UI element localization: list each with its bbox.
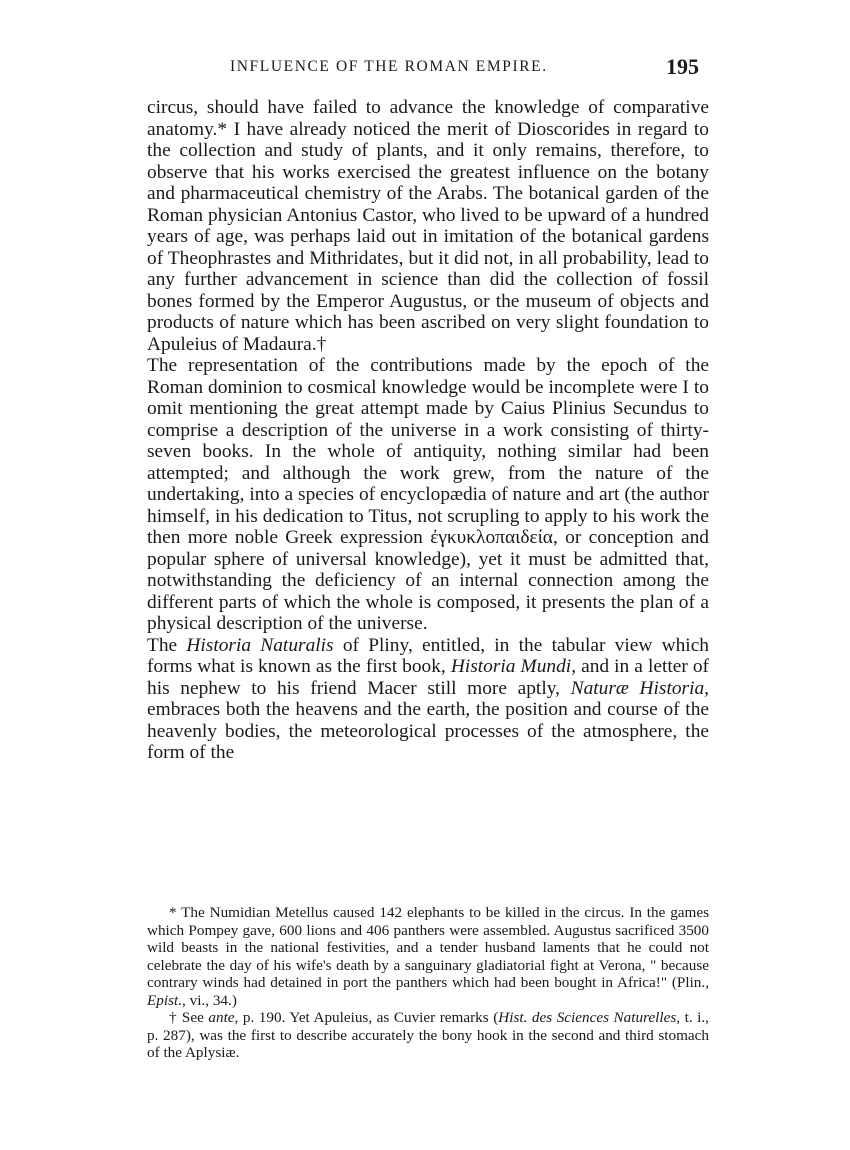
- paragraph-3: [147, 635, 709, 764]
- body-text: [147, 97, 709, 764]
- paragraph-3-text-a: The: [147, 634, 187, 656]
- footnote-2-text-c: , p. 190. Yet Apuleius, as Cuvier remarks (: [234, 1009, 499, 1026]
- page-number: 195: [666, 54, 699, 79]
- footnote-1-end: , vi., 34.): [182, 991, 237, 1009]
- footnote-2-citation: Hist. des Sciences Naturelles: [498, 1009, 677, 1026]
- title-historia-mundi: Historia Mundi: [450, 656, 572, 677]
- paragraph-3-text-e: , and in a letter of his nephew to his friend Macer still more aptly,: [147, 656, 710, 699]
- footnote-1-text: * The Numidian Metellus caused 142 elephants to be killed in the circus. In the games which Pompey gave, 600 lions and 406 panthers were assembled. Augustus sacrificed 3500 wild beasts in the national festivities, and a tender husband laments that he could not celebrate the day of his wife's death by a sanguinary gladiatorial fight at Verona, " because contrary winds had detained in port the panthers which had been bought in Africa!" (Plin.,: [147, 904, 709, 991]
- running-title: INFLUENCE OF THE ROMAN EMPIRE.: [230, 58, 548, 75]
- footnote-1: [147, 904, 709, 1009]
- paragraph-2: The representation of the contributions made by the epoch of the Roman dominion to cosmical knowledge would be incomplete were I to omit mentioning the great attempt made by Caius Plinius Secundus to comprise a description of the universe in a work consisting of thirty-seven books. In the whole of antiquity, nothing similar had been attempted; and although the work grew, from the nature of the undertaking, into a species of encyclopædia of nature and art (the author himself, in his dedication to Titus, not scrupling to apply to his work the then more noble Greek expression ἐγκυκλοπαιδεία, or conception and popular sphere of universal knowledge), yet it must be admitted that, notwithstanding the deficiency of an internal connection among the different parts of which the whole is composed, it presents the plan of a physical description of the universe.: [147, 355, 709, 634]
- footnotes: [147, 904, 709, 1062]
- footnote-2-ante: ante: [208, 1009, 235, 1026]
- footnote-2-text-e: , t. i., p. 287), was the first to describe accurately the bony hook in the second and third stomach of the Aplysiæ.: [147, 1009, 709, 1061]
- footnote-2: [147, 1009, 709, 1062]
- title-historia-naturalis: Historia Naturalis: [186, 634, 334, 656]
- paragraph-3-text-c: of Pliny, entitled, in the tabular view which forms what is known as the first book,: [147, 634, 709, 677]
- footnote-2-text-a: † See: [169, 1009, 209, 1026]
- paragraph-3-text-g: , embraces both the heavens and the earth, the position and course of the heavenly bodies, the meteorological processes of the atmosphere, the form of the: [147, 677, 710, 763]
- footnote-1-citation: Epist.: [147, 991, 183, 1009]
- paragraph-1: circus, should have failed to advance the knowledge of comparative anatomy.* I have already noticed the merit of Dioscorides in regard to the collection and study of plants, and it only remains, therefore, to observe that his works exercised the greatest influence on the botany and pharmaceutical chemistry of the Arabs. The botanical garden of the Roman physician Antonius Castor, who lived to be upward of a hundred years of age, was perhaps laid out in imitation of the botanical gardens of Theophrastes and Mithridates, but it did not, in all probability, lead to any further advancement in science than did the collection of fossil bones formed by the Emperor Augustus, or the museum of objects and products of nature which has been ascribed on very slight foundation to Apuleius of Madaura.†: [147, 97, 709, 355]
- title-naturae-historia: Naturæ Historia: [570, 677, 705, 699]
